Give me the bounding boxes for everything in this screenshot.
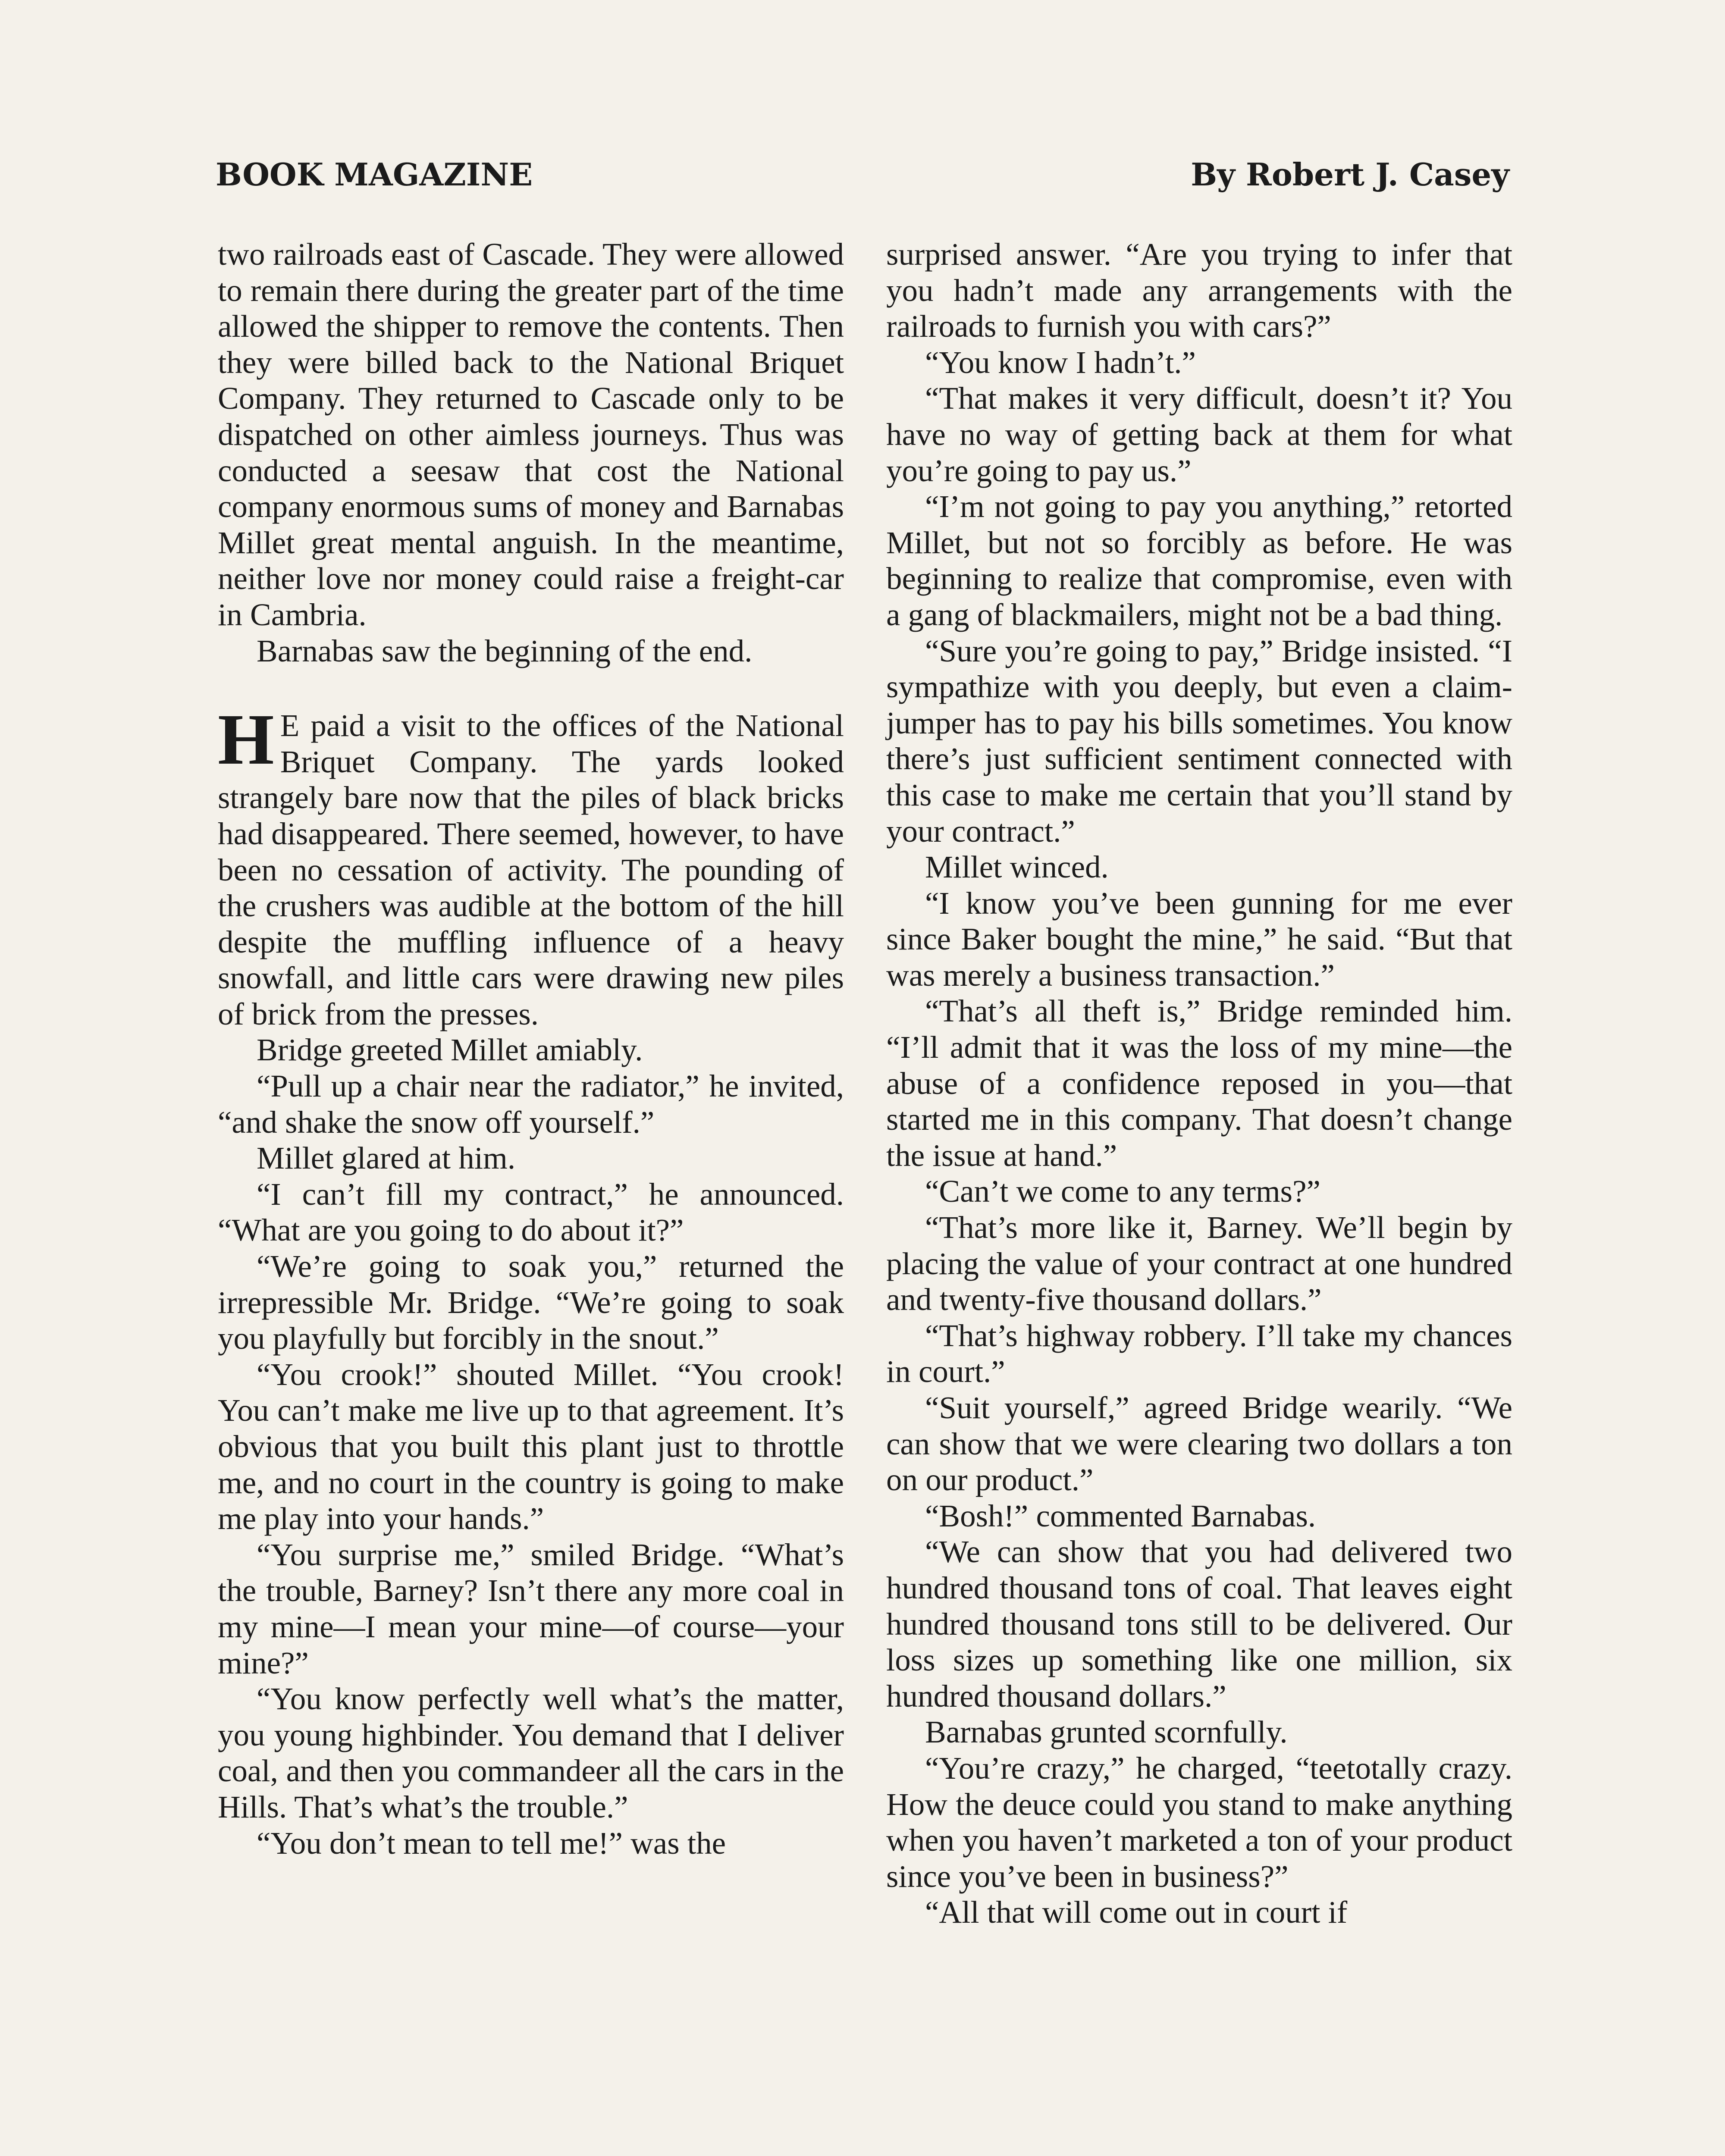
paragraph: “Can’t we come to any terms?”	[925, 1174, 1320, 1209]
paragraph: “I can’t fill my contract,” he announced. “What are you going to do about it?”	[218, 1176, 844, 1248]
paragraph: “We can show that you had delivered two hundred thousand tons of coal. That leaves eight hundred thousand tons still to be delivered. Our loss sizes up something like one million, six hundred thousand dollars.”	[886, 1534, 1512, 1714]
paragraph: “That’s all theft is,” Bridge reminded him. “I’ll admit that it was the loss of my mine—the abuse of a confidence reposed in you—that started me in this company. That doesn’t change the issue at hand.”	[886, 993, 1512, 1173]
paragraph: “That makes it very difficult, doesn’t it? You have no way of getting back at them for what you’re going to pay us.”	[886, 381, 1512, 488]
paragraph: “You know I hadn’t.”	[925, 345, 1196, 380]
left-column	[218, 236, 844, 2156]
paragraph: Barnabas saw the beginning of the end.	[257, 633, 753, 668]
paragraph: “You know perfectly well what’s the matter, you young highbinder. You demand that I deliver coal, and then you commandeer all the cars in the Hills. That’s what’s the trouble.”	[218, 1681, 844, 1824]
section-opening-paragraph	[218, 699, 844, 1032]
paragraph: Millet winced.	[925, 849, 1109, 885]
paragraph: “You crook!” shouted Millet. “You crook! You can’t make me live up to that agreement. It’s obvious that you built this plant just to throttle me, and no court in the country is going to make me play into your hands.”	[218, 1357, 844, 1536]
paragraph: “You’re crazy,” he charged, “teetotally crazy. How the deuce could you stand to make anything when you haven’t marketed a ton of your product since you’ve been in business?”	[886, 1750, 1512, 1894]
drop-cap: H	[218, 699, 274, 780]
paragraph: “That’s more like it, Barney. We’ll begin by placing the value of your contract at one hundred and twenty-five thousand dollars.”	[886, 1210, 1512, 1317]
paragraph: surprised answer. “Are you trying to infer that you hadn’t made any arrangements with the railroads to furnish you with cars?”	[886, 237, 1512, 344]
paragraph: “That’s highway robbery. I’ll take my chances in court.”	[886, 1318, 1512, 1389]
paragraph: Millet glared at him.	[257, 1141, 516, 1176]
magazine-title: BOOK MAGAZINE	[216, 156, 533, 193]
paragraph: two railroads east of Cascade. They were allowed to remain there during the greater part of the time allowed the shipper to remove the contents. Then they were billed back to the National Briquet Company. They returned to Cascade only to be dispatched on other aimless journeys. Thus was conducted a seesaw that cost the National company enormous sums of money and Barnabas Millet great mental anguish. In the meantime, neither love nor money could raise a freight-car in Cambria.	[218, 237, 844, 632]
paragraph: “We’re going to soak you,” returned the irrepressible Mr. Bridge. “We’re going to soak you playfully but forcibly in the snout.”	[218, 1249, 844, 1356]
paragraph: “Suit yourself,” agreed Bridge wearily. “We can show that we were clearing two dollars a ton on our product.”	[886, 1390, 1512, 1498]
right-column	[886, 236, 1512, 2156]
paragraph: “Bosh!” commented Barnabas.	[925, 1498, 1316, 1533]
paragraph: Barnabas grunted scornfully.	[925, 1714, 1288, 1750]
paragraph: Bridge greeted Millet amiably.	[257, 1032, 643, 1068]
running-head	[216, 153, 1509, 196]
paragraph: “All that will come out in court if	[925, 1895, 1348, 1930]
paragraph-text: E paid a visit to the offices of the National Briquet Company. The yards looked strangely bare now that the piles of black bricks had disappeared. There seemed, however, to have been no cessation of activity. The pounding of the crushers was audible at the bottom of the hill despite the muffling influence of a heavy snowfall, and little cars were drawing new piles of brick from the presses.	[218, 708, 844, 1031]
paragraph: “You don’t mean to tell me!” was the	[257, 1825, 726, 1861]
paragraph: “Sure you’re going to pay,” Bridge insisted. “I sympathize with you deeply, but even a claim-jumper has to pay his bills sometimes. You know there’s just sufficient sentiment connected with this case to make me certain that you’ll stand by your contract.”	[886, 633, 1512, 849]
paragraph: “I’m not going to pay you anything,” retorted Millet, but not so forcibly as before. He was beginning to realize that compromise, even with a gang of blackmailers, might not be a bad thing.	[886, 489, 1512, 632]
paragraph: “Pull up a chair near the radiator,” he invited, “and shake the snow off yourself.”	[218, 1069, 844, 1140]
paragraph: “You surprise me,” smiled Bridge. “What’s the trouble, Barney? Isn’t there any more coal in my mine—I mean your mine—of course—your mine?”	[218, 1537, 844, 1680]
paragraph: “I know you’ve been gunning for me ever since Baker bought the mine,” he said. “But that was merely a business transaction.”	[886, 885, 1512, 993]
author-byline: By Robert J. Casey	[1191, 156, 1509, 193]
